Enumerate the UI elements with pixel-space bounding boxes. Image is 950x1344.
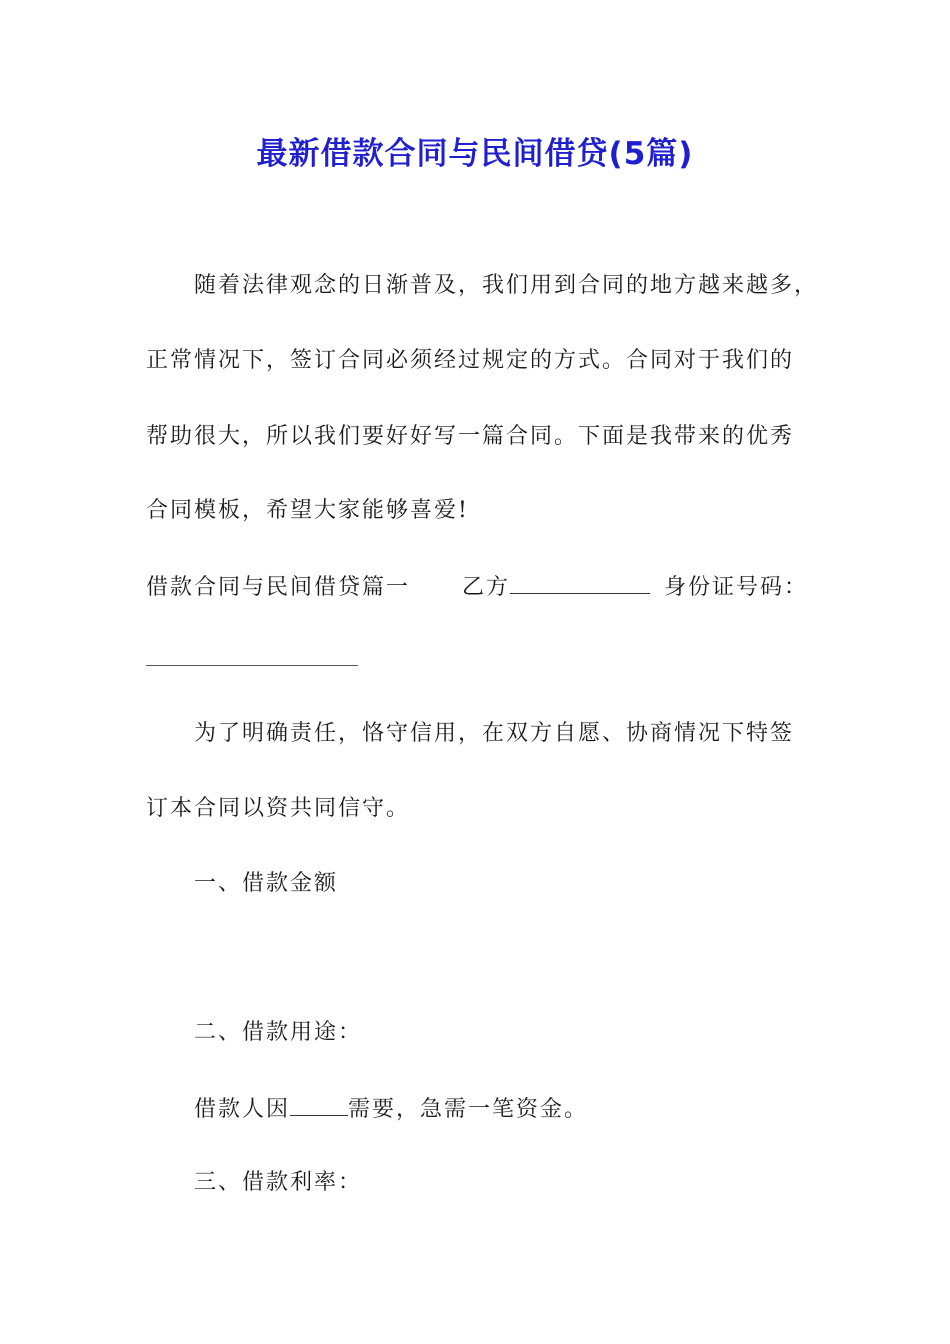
- intro-line-3: 帮助很大，所以我们要好好写一篇合同。下面是我带来的优秀: [146, 424, 795, 449]
- section-2-heading: 二、借款用途：: [194, 1020, 363, 1045]
- intro-line-1: 随着法律观念的日渐普及，我们用到合同的地方越来越多，: [194, 273, 819, 298]
- party-line: [146, 571, 808, 603]
- purpose-blank: [290, 1093, 348, 1116]
- part-one-heading: 借款合同与民间借贷篇一: [146, 575, 411, 600]
- section-2-body-start: 借款人因: [194, 1097, 291, 1122]
- section-2-body-end: 需要，急需一笔资金。: [348, 1097, 589, 1122]
- party-b-label: 乙方: [462, 575, 511, 600]
- purpose-line-2: 订本合同以资共同信守。: [146, 796, 411, 821]
- id-number-blank: [146, 665, 358, 666]
- intro-line-2: 正常情况下，签订合同必须经过规定的方式。合同对于我们的: [146, 348, 795, 373]
- id-number-label: 身份证号码：: [664, 575, 809, 600]
- intro-line-4: 合同模板，希望大家能够喜爱!: [146, 498, 469, 523]
- document-title: 最新借款合同与民间借贷(5篇): [256, 136, 694, 172]
- section-3-heading: 三、借款利率：: [194, 1170, 363, 1195]
- section-1-heading: 一、借款金额: [194, 871, 339, 896]
- party-b-blank: [510, 571, 650, 594]
- section-2-body: [194, 1093, 588, 1125]
- purpose-line-1: 为了明确责任，恪守信用，在双方自愿、协商情况下特签: [194, 721, 795, 746]
